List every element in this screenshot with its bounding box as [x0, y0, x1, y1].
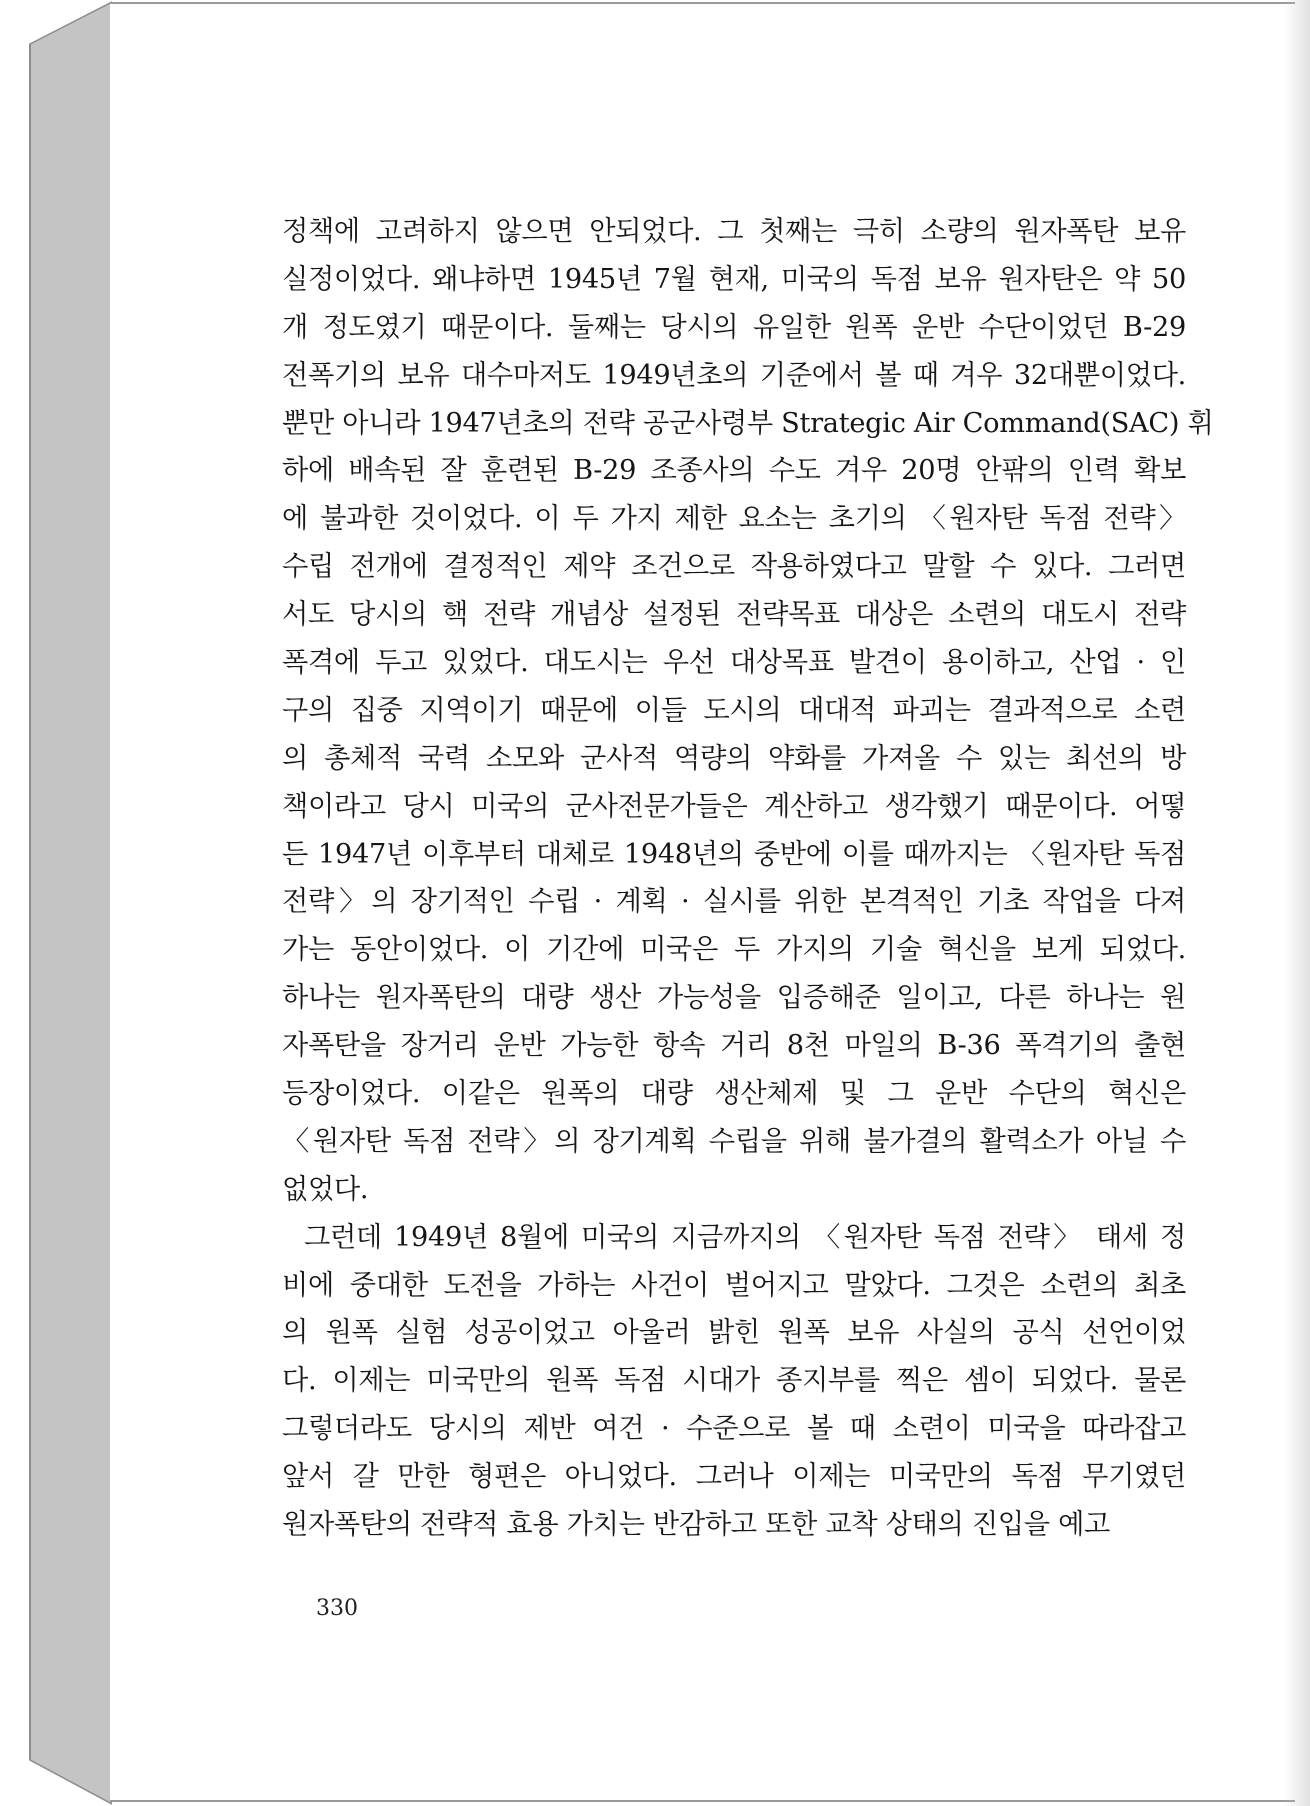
- text-line: 의 원폭 실험 성공이었고 아울러 밝힌 원폭 보유 사실의 공식 선언이었: [282, 1317, 1186, 1349]
- page-number: 330: [316, 1596, 358, 1621]
- text-line: 하에 배속된 잘 훈련된 B-29 조종사의 수도 겨우 20명 안팎의 인력 확보: [282, 455, 1186, 487]
- body-text: [282, 208, 1214, 1549]
- text-line: 실정이었다. 왜냐하면 1945년 7월 현재, 미국의 독점 보유 원자탄은 약 50: [282, 263, 1186, 295]
- text-line: 원자폭탄의 전략적 효용 가치는 반감하고 또한 교착 상태의 진입을 예고: [282, 1509, 1111, 1541]
- text-line: 구의 집중 지역이기 때문에 이들 도시의 대대적 파괴는 결과적으로 소련: [282, 694, 1186, 726]
- page-shadow: [1284, 0, 1310, 1806]
- text-line: 다. 이제는 미국만의 원폭 독점 시대가 종지부를 찍은 셈이 되었다. 물론: [282, 1365, 1186, 1397]
- text-line: 전폭기의 보유 대수마저도 1949년초의 기준에서 볼 때 겨우 32대뿐이었다.: [282, 359, 1186, 391]
- text-line: 폭격에 두고 있었다. 대도시는 우선 대상목표 발견이 용이하고, 산업 · 인: [282, 647, 1186, 679]
- text-line: 앞서 갈 만한 형편은 아니었다. 그러나 이제는 미국만의 독점 무기였던: [282, 1461, 1186, 1493]
- text-line: 의 총체적 국력 소모와 군사적 역량의 약화를 가져올 수 있는 최선의 방: [282, 742, 1186, 774]
- text-line: 책이라고 당시 미국의 군사전문가들은 계산하고 생각했기 때문이다. 어떻: [282, 790, 1186, 822]
- text-line: 가는 동안이었다. 이 기간에 미국은 두 가지의 기술 혁신을 보게 되었다.: [282, 934, 1186, 966]
- text-line: 뿐만 아니라 1947년초의 전략 공군사령부 Strategic Air Command(SAC) 휘: [282, 407, 1214, 439]
- text-line: 〈원자탄 독점 전략〉의 장기계획 수립을 위해 불가결의 활력소가 아닐 수: [282, 1125, 1186, 1157]
- text-line: 수립 전개에 결정적인 제약 조건으로 작용하였다고 말할 수 있다. 그러면: [282, 551, 1186, 583]
- text-line: 하나는 원자폭탄의 대량 생산 가능성을 입증해준 일이고, 다른 하나는 원: [282, 982, 1186, 1014]
- text-line: 그런데 1949년 8월에 미국의 지금까지의 〈원자탄 독점 전략〉 태세 정: [304, 1221, 1186, 1253]
- text-line: 에 불과한 것이었다. 이 두 가지 제한 요소는 초기의 〈원자탄 독점 전략〉: [282, 503, 1186, 535]
- text-line: 서도 당시의 핵 전략 개념상 설정된 전략목표 대상은 소련의 대도시 전략: [282, 599, 1186, 631]
- text-line: 정책에 고려하지 않으면 안되었다. 그 첫째는 극히 소량의 원자폭탄 보유: [282, 216, 1186, 247]
- text-line: 없었다.: [282, 1173, 369, 1205]
- text-line: 자폭탄을 장거리 운반 가능한 항속 거리 8천 마일의 B-36 폭격기의 출현: [282, 1030, 1186, 1062]
- text-line: 든 1947년 이후부터 대체로 1948년의 중반에 이를 때까지는 〈원자탄 독점: [282, 838, 1186, 870]
- book-edge: [0, 0, 112, 1806]
- text-line: 전략〉의 장기적인 수립 · 계획 · 실시를 위한 본격적인 기초 작업을 다져: [282, 886, 1186, 918]
- text-line: 그렇더라도 당시의 제반 여건 · 수준으로 볼 때 소련이 미국을 따라잡고: [282, 1413, 1186, 1445]
- text-line: 등장이었다. 이같은 원폭의 대량 생산체제 및 그 운반 수단의 혁신은: [282, 1078, 1186, 1110]
- text-line: 개 정도였기 때문이다. 둘째는 당시의 유일한 원폭 운반 수단이었던 B-29: [282, 311, 1186, 343]
- text-line: 비에 중대한 도전을 가하는 사건이 벌어지고 말았다. 그것은 소련의 최초: [282, 1269, 1186, 1301]
